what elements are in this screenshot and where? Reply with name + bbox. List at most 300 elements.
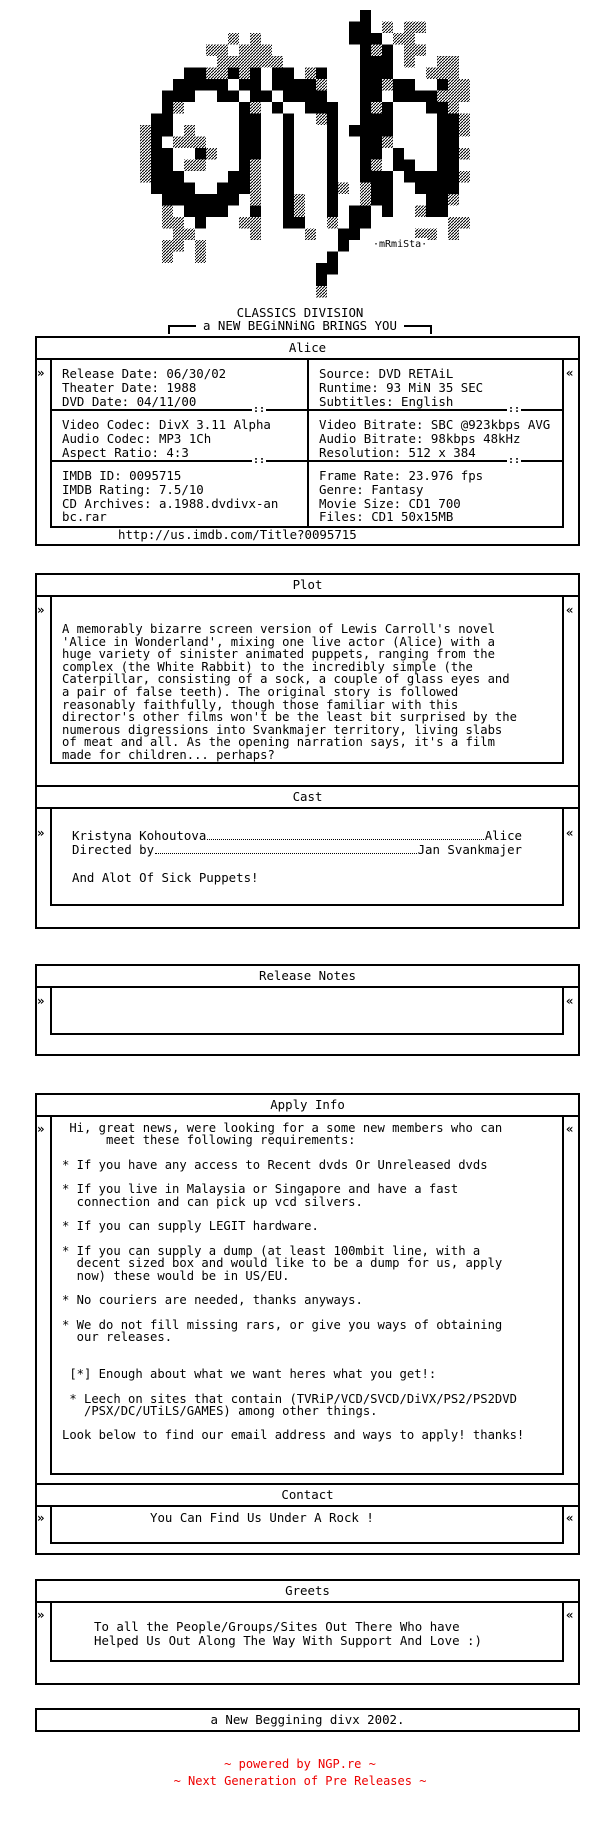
logo-block (360, 160, 371, 172)
bracket-right (404, 325, 432, 334)
logo-block (316, 263, 327, 275)
logo-hatch-block (206, 45, 217, 57)
logo-block (283, 171, 294, 183)
logo-hatch-block (140, 171, 151, 183)
logo-block (294, 91, 305, 103)
logo-hatch-block (162, 217, 173, 229)
logo-block (206, 194, 217, 206)
logo-block (360, 79, 371, 91)
logo-block (426, 102, 437, 114)
logo-block (283, 183, 294, 195)
logo-block (195, 194, 206, 206)
logo-block (371, 79, 382, 91)
logo-block (294, 217, 305, 229)
logo-block (217, 194, 228, 206)
logo-block (371, 91, 382, 103)
info-row (52, 462, 562, 526)
logo-block (327, 102, 338, 114)
logo-block (184, 79, 195, 91)
logo-hatch-block (448, 91, 459, 103)
logo-hatch-block (448, 229, 459, 241)
logo-hatch-block (250, 102, 261, 114)
logo-block (173, 194, 184, 206)
logo-hatch-block (140, 160, 151, 172)
logo-block (371, 137, 382, 149)
logo-block (371, 68, 382, 80)
logo-block (239, 114, 250, 126)
logo-block (382, 183, 393, 195)
logo-block (327, 183, 338, 195)
logo-block (316, 275, 327, 287)
logo-block (228, 91, 239, 103)
logo-block (162, 125, 173, 137)
logo-block (250, 206, 261, 218)
logo-block (426, 183, 437, 195)
logo-block (360, 22, 371, 34)
logo-block (426, 194, 437, 206)
logo-hatch-block (305, 68, 316, 80)
logo-block (250, 125, 261, 137)
logo-block (349, 22, 360, 34)
logo-block (349, 125, 360, 137)
logo-hatch-block (437, 56, 448, 68)
logo-hatch-block (415, 45, 426, 57)
logo-block (382, 102, 393, 114)
logo-block (162, 194, 173, 206)
logo-hatch-block (360, 194, 371, 206)
logo-block (173, 171, 184, 183)
logo-hatch-block (228, 33, 239, 45)
logo-hatch-block (459, 171, 470, 183)
logo-block (360, 114, 371, 126)
logo-hatch-block (206, 148, 217, 160)
logo-block (360, 171, 371, 183)
logo-hatch-block (382, 137, 393, 149)
logo-block (360, 45, 371, 57)
logo-block (228, 194, 239, 206)
logo-hatch-block (250, 45, 261, 57)
logo-block (360, 125, 371, 137)
logo-block (195, 79, 206, 91)
logo-block (327, 137, 338, 149)
logo-block (228, 183, 239, 195)
info-cell: Video Bitrate: SBC @923kbps AVG Audio Bitrate: 98kbps 48kHz Resolution: 512 x 384 (307, 411, 562, 460)
logo-block (360, 206, 371, 218)
logo-block (173, 79, 184, 91)
logo-hatch-block (382, 79, 393, 91)
logo-block (239, 171, 250, 183)
logo-block (338, 229, 349, 241)
logo-block (316, 102, 327, 114)
info-cell: Video Codec: DivX 3.11 Alpha Audio Codec: MP3 1Ch Aspect Ratio: 4:3 (62, 417, 271, 460)
logo-block (404, 79, 415, 91)
logo-block (151, 171, 162, 183)
contact-text: You Can Find Us Under A Rock ! (150, 1510, 374, 1525)
apply-text: Hi, great news, were looking for a some new members who can meet these following requirements: * If you have any access to Recent dvds Or Unreleased dvds * If you live in Malaysia or Singapore and have a fast connection and can pick up vcd silvers. * If you can supply LEGIT hardware. * If you can supply a dump (at least 100mbit line, with a decent sized box and would like to be a dump for us, apply now) these would be in US/EU. * No couriers are needed, thanks anyways. * We do not fill missing rars, or give you ways of obtaining our releases. [*] Enough about what we want heres what you get!: * Leech on sites that contain (TVRiP/VCD/SVCD/DiVX/PS2/PS2DVD /PSX/DC/UTiLS/GAMES) among other things. Look below to find our email address and ways to apply! thanks! (62, 1121, 525, 1443)
logo-block (327, 125, 338, 137)
logo-hatch-block (360, 183, 371, 195)
logo-block (151, 148, 162, 160)
logo-block (327, 160, 338, 172)
logo-block (239, 102, 250, 114)
greets-text: To all the People/Groups/Sites Out There Who have Helped Us Out Along The Way With Support And Love :) (94, 1619, 482, 1648)
logo-block (360, 137, 371, 149)
logo-block (162, 102, 173, 114)
logo-block (162, 171, 173, 183)
logo-hatch-block (316, 114, 327, 126)
logo-block (184, 68, 195, 80)
logo-block (217, 183, 228, 195)
logo-hatch-block (459, 91, 470, 103)
logo-hatch-block (448, 217, 459, 229)
logo-hatch-block (217, 68, 228, 80)
tagline (0, 319, 600, 334)
logo-block (217, 91, 228, 103)
logo-block (228, 171, 239, 183)
logo-block (250, 148, 261, 160)
separator-mark: :: (508, 404, 521, 415)
logo-hatch-block (371, 45, 382, 57)
logo-hatch-block (239, 217, 250, 229)
footer-box: a New Beggining divx 2002. (35, 1708, 580, 1732)
release-notes-title: Release Notes (35, 964, 580, 988)
contact-title: Contact (37, 1483, 578, 1507)
logo-hatch-block (404, 22, 415, 34)
logo-block (316, 91, 327, 103)
logo-block (173, 183, 184, 195)
logo-hatch-block (195, 160, 206, 172)
logo-block (349, 206, 360, 218)
logo-hatch-block (250, 217, 261, 229)
logo-block (151, 183, 162, 195)
logo-block (195, 206, 206, 218)
logo-block (437, 183, 448, 195)
group-logo (118, 10, 478, 308)
logo-block (283, 148, 294, 160)
logo-hatch-block (162, 240, 173, 252)
logo-block (162, 148, 173, 160)
chevron-left-icon: « (566, 825, 574, 840)
logo-block (283, 206, 294, 218)
logo-block (151, 114, 162, 126)
info-cell: Source: DVD RETAiL Runtime: 93 MiN 35 SEC Subtitles: English (307, 360, 562, 409)
logo-block (360, 148, 371, 160)
logo-block (239, 79, 250, 91)
logo-block (228, 68, 239, 80)
logo-block (371, 148, 382, 160)
logo-block (448, 183, 459, 195)
logo-hatch-block (459, 148, 470, 160)
info-cell: Release Date: 06/30/02 Theater Date: 1988 DVD Date: 04/11/00 (62, 366, 227, 409)
logo-block (437, 79, 448, 91)
logo-hatch-block (437, 91, 448, 103)
logo-block (272, 68, 283, 80)
logo-block (360, 91, 371, 103)
logo-block (404, 91, 415, 103)
logo-signature: ·mRmiSta· (373, 239, 428, 250)
logo-block (239, 160, 250, 172)
logo-block (239, 183, 250, 195)
logo-block (206, 206, 217, 218)
logo-hatch-block (140, 148, 151, 160)
logo-block (448, 160, 459, 172)
logo-block (426, 171, 437, 183)
logo-block (283, 194, 294, 206)
logo-block (404, 171, 415, 183)
logo-hatch-block (195, 240, 206, 252)
logo-hatch-block (173, 217, 184, 229)
logo-block (283, 125, 294, 137)
chevron-right-icon: » (37, 365, 45, 380)
logo-block (272, 102, 283, 114)
logo-hatch-block (459, 79, 470, 91)
logo-block (195, 148, 206, 160)
dot-leader (207, 839, 483, 840)
chevron-left-icon: « (566, 365, 574, 380)
logo-block (437, 171, 448, 183)
logo-block (360, 10, 371, 22)
cast-note: And Alot Of Sick Puppets! (72, 870, 259, 885)
logo-block (393, 79, 404, 91)
logo-block (437, 125, 448, 137)
chevron-left-icon: « (566, 602, 574, 617)
tagline-text: a NEW BEGiNNiNG BRINGS YOU (203, 318, 397, 333)
cast-box (50, 809, 564, 906)
logo-block (294, 79, 305, 91)
logo-block (283, 91, 294, 103)
logo-block (239, 137, 250, 149)
logo-block (382, 194, 393, 206)
logo-block (360, 217, 371, 229)
logo-block (382, 56, 393, 68)
logo-hatch-block (459, 217, 470, 229)
logo-hatch-block (195, 252, 206, 264)
bracket-left (168, 325, 196, 334)
logo-block (448, 171, 459, 183)
chevron-right-icon: » (37, 825, 45, 840)
separator-mark: :: (253, 404, 266, 415)
separator-mark: :: (508, 455, 521, 466)
logo-block (371, 183, 382, 195)
logo-hatch-block (195, 137, 206, 149)
logo-block (151, 125, 162, 137)
cast-name: Directed by (72, 842, 155, 857)
imdb-link[interactable]: http://us.imdb.com/Title?0095715 (118, 527, 357, 542)
logo-hatch-block (140, 125, 151, 137)
logo-hatch-block (184, 229, 195, 241)
logo-block (327, 194, 338, 206)
logo-block (239, 148, 250, 160)
logo-hatch-block (404, 56, 415, 68)
logo-hatch-block (382, 22, 393, 34)
logo-block (283, 137, 294, 149)
logo-block (415, 91, 426, 103)
logo-block (184, 183, 195, 195)
logo-block (437, 114, 448, 126)
logo-block (393, 148, 404, 160)
logo-block (184, 206, 195, 218)
division-title: CLASSICS DIVISION (236, 305, 364, 320)
logo-hatch-block (173, 229, 184, 241)
logo-block (327, 171, 338, 183)
chevron-left-icon: « (566, 993, 574, 1008)
logo-hatch-block (140, 137, 151, 149)
logo-block (327, 206, 338, 218)
logo-block (305, 91, 316, 103)
logo-hatch-block (404, 33, 415, 45)
logo-block (426, 91, 437, 103)
chevron-right-icon: » (37, 602, 45, 617)
logo-block (250, 137, 261, 149)
logo-block (371, 171, 382, 183)
logo-hatch-block (162, 206, 173, 218)
logo-block (305, 79, 316, 91)
logo-block (283, 79, 294, 91)
logo-block (360, 33, 371, 45)
logo-block (184, 194, 195, 206)
logo-block (338, 240, 349, 252)
logo-block (426, 206, 437, 218)
logo-hatch-block (239, 68, 250, 80)
logo-block (305, 102, 316, 114)
logo-block (382, 171, 393, 183)
plot-text: A memorably bizarre screen version of Lewis Carroll's novel 'Alice in Wonderland', mixing one live actor (Alice) with a huge variety of sinister animated puppets, ranging from the complex (the White Rabbit) to the incredibly simple (the Caterpillar, consisting of a sock, a couple of glass eyes and a pair of false teeth). The original story is followed reasonably faithfully, though those familiar with this director's other films won't be the least bit surprised by the numerous digressions into Svankmajer territory, living slabs of meat and all. As the opening narration says, it's a film made for children... perhaps? (62, 622, 517, 762)
logo-block (360, 68, 371, 80)
logo-block (151, 160, 162, 172)
logo-block (151, 137, 162, 149)
cast-name: Kristyna Kohoutova (72, 828, 207, 843)
logo-block (382, 206, 393, 218)
logo-hatch-block (206, 68, 217, 80)
info-row (52, 360, 562, 415)
logo-block (448, 148, 459, 160)
logo-block (250, 79, 261, 91)
logo-hatch-block (371, 102, 382, 114)
separator-mark: :: (253, 455, 266, 466)
logo-hatch-block (250, 194, 261, 206)
logo-block (371, 194, 382, 206)
logo-block (393, 160, 404, 172)
logo-block (437, 148, 448, 160)
logo-block (382, 68, 393, 80)
apply-box (50, 1117, 564, 1475)
logo-block (283, 160, 294, 172)
logo-block (184, 91, 195, 103)
logo-block (415, 183, 426, 195)
greets-title: Greets (35, 1579, 580, 1603)
info-cell: Frame Rate: 23.976 fps Genre: Fantasy Movie Size: CD1 700 Files: CD1 50x15MB (307, 462, 562, 526)
logo-hatch-block (173, 137, 184, 149)
logo-block (360, 102, 371, 114)
logo-ascii-art (118, 10, 478, 305)
logo-block (382, 125, 393, 137)
logo-block (327, 252, 338, 264)
cast-role: Alice (484, 828, 522, 843)
greets-box (50, 1603, 564, 1662)
logo-block (437, 137, 448, 149)
chevron-right-icon: » (37, 993, 45, 1008)
release-notes-box (50, 988, 564, 1035)
logo-hatch-block (239, 56, 250, 68)
logo-block (250, 68, 261, 80)
apply-title: Apply Info (35, 1093, 580, 1117)
logo-hatch-block (415, 22, 426, 34)
chevron-right-icon: » (37, 1121, 45, 1136)
logo-hatch-block (184, 125, 195, 137)
logo-hatch-block (426, 229, 437, 241)
logo-block (393, 91, 404, 103)
logo-hatch-block (250, 56, 261, 68)
logo-block (162, 183, 173, 195)
logo-hatch-block (294, 206, 305, 218)
logo-hatch-block (371, 160, 382, 172)
logo-hatch-block (250, 229, 261, 241)
logo-block (437, 206, 448, 218)
cast-title: Cast (37, 785, 578, 809)
powered-tagline: ~ Next Generation of Pre Releases ~ (173, 1774, 427, 1788)
logo-block (371, 125, 382, 137)
logo-hatch-block (228, 56, 239, 68)
logo-block (448, 137, 459, 149)
logo-block (448, 125, 459, 137)
logo-hatch-block (338, 183, 349, 195)
chevron-right-icon: » (37, 1510, 45, 1525)
logo-hatch-block (426, 68, 437, 80)
logo-hatch-block (250, 171, 261, 183)
plot-title: Plot (35, 573, 580, 597)
powered-by-link[interactable]: ~ powered by NGP.re ~ (224, 1757, 376, 1771)
info-row (52, 411, 562, 466)
logo-hatch-block (294, 194, 305, 206)
logo-hatch-block (239, 45, 250, 57)
logo-hatch-block (305, 229, 316, 241)
logo-hatch-block (217, 56, 228, 68)
logo-block (360, 56, 371, 68)
logo-block (327, 148, 338, 160)
logo-block (195, 217, 206, 229)
logo-block (371, 56, 382, 68)
logo-block (162, 160, 173, 172)
logo-hatch-block (327, 217, 338, 229)
logo-block (162, 91, 173, 103)
cast-role: Jan Svankmajer (417, 842, 522, 857)
logo-hatch-block (261, 56, 272, 68)
dot-leader (155, 853, 417, 854)
logo-hatch-block (184, 160, 195, 172)
logo-hatch-block (404, 45, 415, 57)
logo-hatch-block (184, 137, 195, 149)
logo-block (239, 125, 250, 137)
logo-block (327, 263, 338, 275)
logo-block (437, 102, 448, 114)
logo-block (382, 45, 393, 57)
logo-block (283, 217, 294, 229)
logo-hatch-block (217, 45, 228, 57)
logo-block (173, 91, 184, 103)
logo-block (404, 160, 415, 172)
logo-block (415, 171, 426, 183)
logo-hatch-block (448, 79, 459, 91)
logo-hatch-block (393, 33, 404, 45)
logo-hatch-block (261, 45, 272, 57)
logo-block (371, 114, 382, 126)
logo-hatch-block (448, 68, 459, 80)
logo-hatch-block (448, 56, 459, 68)
logo-hatch-block (250, 183, 261, 195)
release-info-table (50, 360, 564, 528)
logo-block (448, 114, 459, 126)
logo-block (349, 217, 360, 229)
